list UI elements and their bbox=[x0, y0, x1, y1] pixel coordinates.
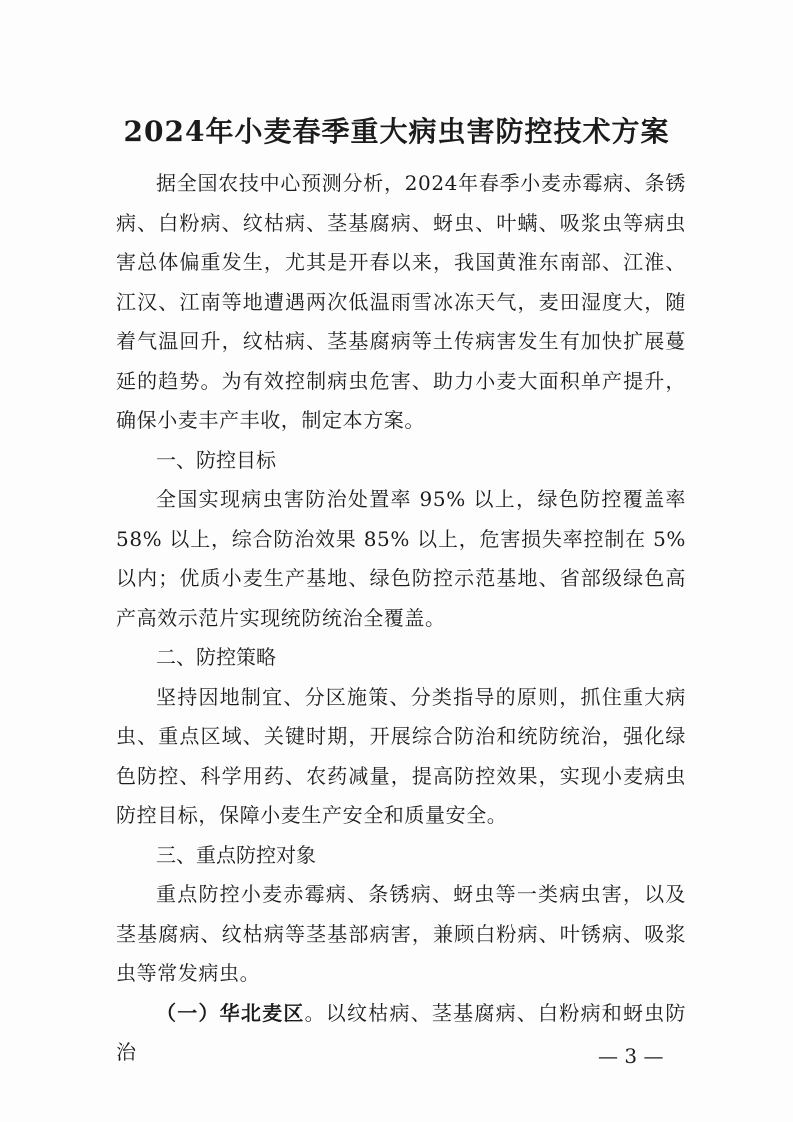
section-heading-targets: 一、防控目标 bbox=[156, 447, 276, 472]
subsection-lead: （一）华北麦区 bbox=[156, 1000, 305, 1025]
section-text-strategy: 坚持因地制宜、分区施策、分类指导的原则，抓住重大病虫、重点区域、关键时期，开展综合防治和统防统治，强化绿色防控、科学用药、农药减量，提高防控效果，实现小麦病虫防控目标，保障小麦生产安全和质量安全。 bbox=[116, 684, 686, 827]
section-text-key-objects: 重点防控小麦赤霉病、条锈病、蚜虫等一类病虫害，以及茎基腐病、纹枯病等茎基部病害，兼顾白粉病、叶锈病、吸浆虫等常发病虫。 bbox=[116, 882, 686, 985]
document-title: 2024年小麦春季重大病虫害防控技术方案 bbox=[123, 115, 670, 148]
page-number: — 3 — bbox=[598, 1044, 664, 1068]
subsection-text: 。以纹枯病、茎基腐病、白粉病和蚜虫防治 bbox=[116, 1000, 686, 1064]
section-heading-key-objects: 三、重点防控对象 bbox=[156, 842, 316, 867]
document-body bbox=[116, 164, 686, 1073]
intro-paragraph: 据全国农技中心预测分析，2024年春季小麦赤霉病、条锈病、白粉病、纹枯病、茎基腐病、蚜虫、叶螨、吸浆虫等病虫害总体偏重发生，尤其是开春以来，我国黄淮东南部、江淮、江汉、江南等地遭遇两次低温雨雪冰冻天气，麦田湿度大，随着气温回升，纹枯病、茎基腐病等土传病害发生有加快扩展蔓延的趋势。为有效控制病虫危害、助力小麦大面积单产提升，确保小麦丰产丰收，制定本方案。 bbox=[116, 171, 686, 432]
section-heading-strategy: 二、防控策略 bbox=[156, 645, 276, 669]
section-text-targets: 全国实现病虫害防治处置率 95% 以上，绿色防控覆盖率 58% 以上，综合防治效果 85% 以上，危害损失率控制在 5% 以内；优质小麦生产基地、绿色防控示范基地、省部级绿色高产高效示范片实现统防统治全覆盖。 bbox=[116, 487, 686, 630]
